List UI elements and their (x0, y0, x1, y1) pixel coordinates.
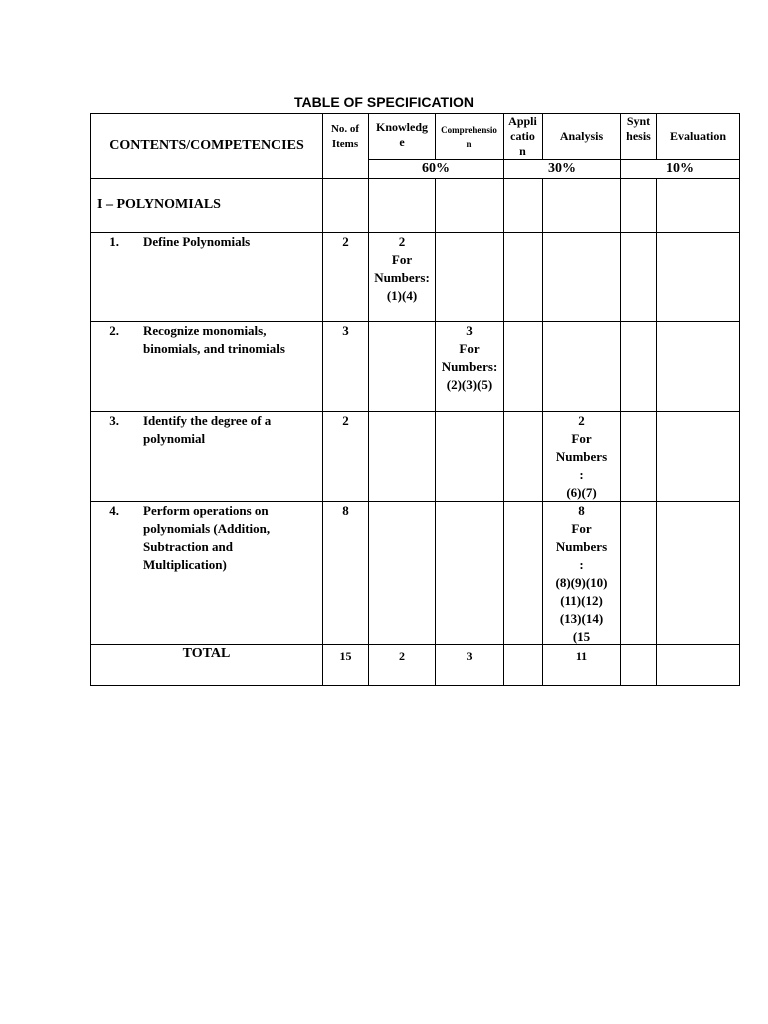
section-title: I – POLYNOMIALS (97, 197, 221, 212)
competency-text: Identify the degree of a polynomial (143, 413, 272, 446)
total-items: 15 (339, 649, 352, 663)
cell-line: Numbers: (374, 270, 430, 285)
cell-line: (6)(7) (566, 485, 597, 500)
analysis-cell (543, 412, 620, 502)
document-title: TABLE OF SPECIFICATION (294, 94, 474, 110)
cell-line: (2)(3)(5) (446, 377, 493, 392)
items-count: 2 (342, 413, 349, 428)
cell-line: (8)(9)(10) (555, 575, 608, 590)
cell-line: 2 (578, 413, 585, 428)
header-no-of-items: No. of Items (330, 123, 360, 150)
cell-line: (1)(4) (386, 288, 418, 303)
header-synthesis: Synthesis (626, 114, 651, 143)
cell-line: 2 (398, 234, 406, 249)
cell-line: (13)(14) (559, 611, 604, 626)
items-count: 8 (342, 503, 349, 518)
cell-line: : (579, 467, 584, 482)
cell-line: For (391, 252, 413, 267)
items-count: 3 (342, 323, 349, 338)
header-pct-lower: 60% (422, 161, 450, 176)
total-label: TOTAL (182, 646, 231, 661)
cell-line: 3 (466, 323, 473, 338)
cell-line: Numbers (555, 539, 608, 554)
table-row (91, 233, 322, 321)
competency-text: Perform operations on polynomials (Addition, Subtraction and Multiplication) (143, 503, 271, 572)
header-comprehension: Comprehension (441, 125, 497, 149)
items-count: 2 (342, 234, 349, 249)
header-pct-upper: 10% (666, 161, 694, 176)
competency-text: Recognize monomials, binomials, and trinomials (143, 323, 285, 356)
cell-line: Numbers: (441, 359, 498, 374)
knowledge-cell (369, 233, 435, 305)
table-row (91, 412, 322, 501)
analysis-cell (543, 502, 620, 646)
cell-line: For (571, 521, 592, 536)
header-evaluation: Evaluation (669, 129, 726, 143)
header-analysis: Analysis (559, 129, 604, 143)
cell-line: For (571, 431, 592, 446)
cell-line: : (579, 557, 584, 572)
total-analysis: 11 (575, 649, 588, 663)
header-knowledge: Knowledge (375, 120, 428, 149)
row-number: 1. (109, 234, 119, 249)
row-number: 3. (109, 413, 119, 428)
table-row (91, 502, 322, 644)
cell-line: For (459, 341, 480, 356)
row-number: 2. (109, 323, 119, 338)
cell-line: 8 (578, 503, 585, 518)
total-comprehension: 3 (466, 649, 473, 663)
cell-line: Numbers (555, 449, 608, 464)
header-pct-middle: 30% (548, 161, 576, 176)
cell-line: (15 (572, 629, 591, 644)
table-row (91, 322, 322, 411)
header-application: Application (508, 114, 537, 158)
row-number: 4. (109, 503, 119, 518)
cell-line: (11)(12) (560, 593, 603, 608)
header-contents: CONTENTS/COMPETENCIES (109, 138, 304, 153)
total-knowledge: 2 (399, 649, 405, 663)
comprehension-cell (436, 322, 503, 394)
competency-text: Define Polynomials (143, 234, 251, 249)
